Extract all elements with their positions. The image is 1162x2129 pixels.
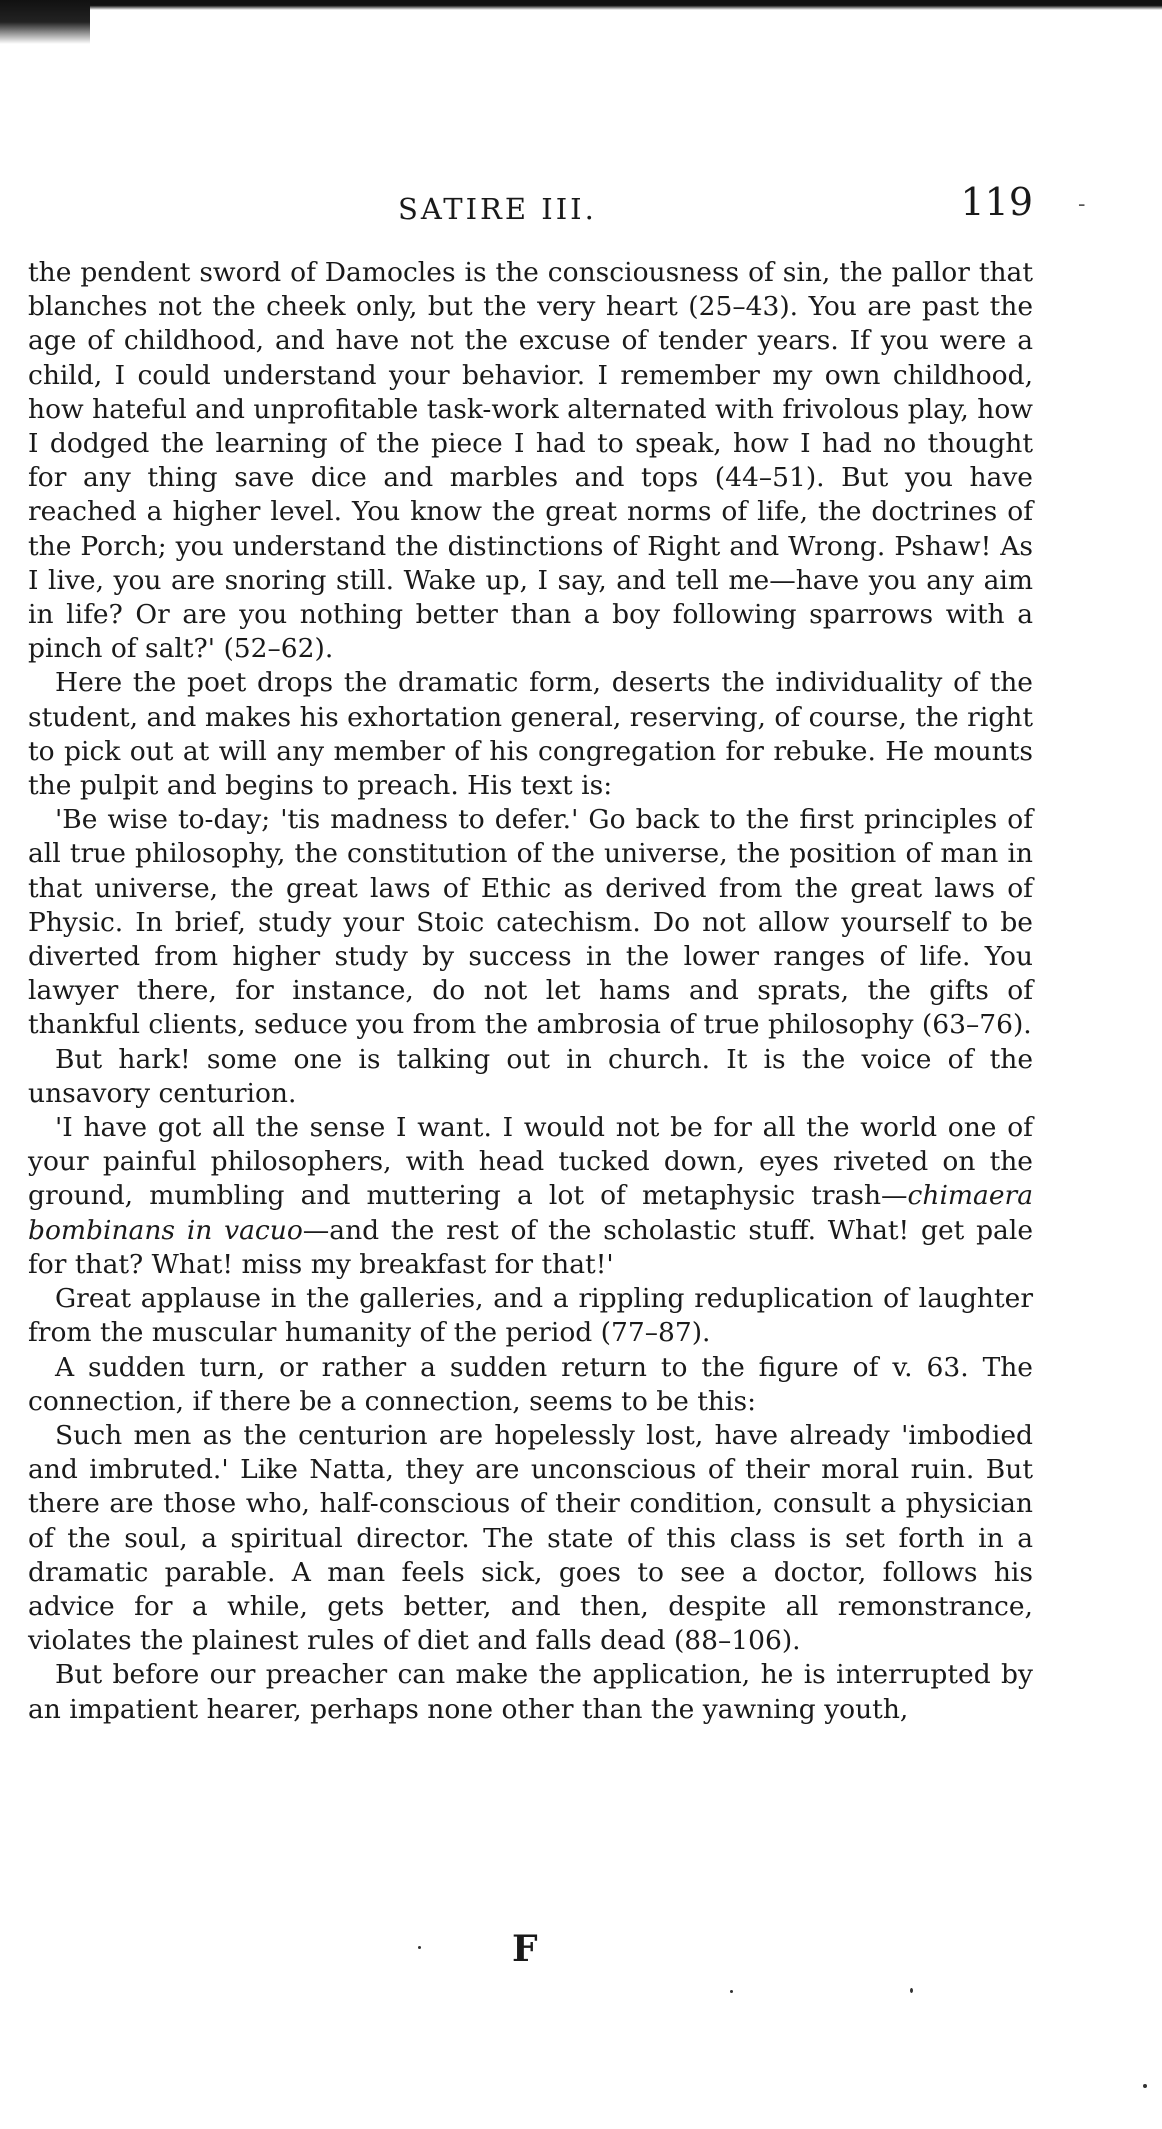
paragraph-6: Great applause in the galleries, and a rippling reduplication of laughter from the muscular humanity of the period (77–87). bbox=[28, 1283, 1033, 1349]
paragraph-2: Here the poet drops the dramatic form, deserts the individuality of the student, and makes his exhortation general, reserving, of course, the right to pick out at will any member of his congregation for rebuke. He mounts the pulpit and begins to preach. His text is: bbox=[28, 667, 1033, 802]
page-top-edge bbox=[0, 0, 1162, 10]
body-text bbox=[28, 256, 1033, 1727]
page-number: 119 bbox=[960, 180, 1033, 224]
ink-speck bbox=[1143, 2084, 1147, 2088]
ink-speck bbox=[418, 1946, 421, 1949]
paragraph-7: A sudden turn, or rather a sudden return to the figure of v. 63. The connection, if there be a connection, seems to be this: bbox=[28, 1351, 1033, 1417]
ink-speck bbox=[910, 1988, 913, 1993]
paragraph-1: the pendent sword of Damocles is the consciousness of sin, the pallor that blanches not the cheek only, but the very heart (25–43). You are past the age of childhood, and have not the excuse of tender years. If you were a child, I could understand your behavior. I remember my own childhood, how hateful and unprofitable task-work alternated with frivolous play, how I dodged the learning of the piece I had to speak, how I had no thought for any thing save dice and marbles and tops (44–51). But you have reached a higher level. You know the great norms of life, the doctrines of the Porch; you understand the distinctions of Right and Wrong. Pshaw! As I live, you are snoring still. Wake up, I say, and tell me—have you any aim in life? Or are you nothing better than a boy following sparrows with a pinch of salt?' (52–62). bbox=[28, 257, 1033, 665]
paragraph-4: But hark! some one is talking out in church. It is the voice of the unsavory centurion. bbox=[28, 1043, 1033, 1109]
latin-phrase: chimaera bombinans in vacuo bbox=[28, 1180, 1033, 1246]
paragraph-5 bbox=[28, 1111, 1033, 1282]
paragraph-9: But before our preacher can make the application, he is interrupted by an impatient hearer, perhaps none other than the yawning youth, bbox=[28, 1659, 1033, 1725]
running-head: SATIRE III. bbox=[398, 192, 597, 226]
signature-mark: F bbox=[512, 1928, 538, 1970]
paragraph-3: 'Be wise to-day; 'tis madness to defer.' Go back to the first principles of all true philosophy, the constitution of the universe, the position of man in that universe, the great laws of Ethic as derived from the great laws of Physic. In brief, study your Stoic catechism. Do not allow yourself to be diverted from higher study by success in the lower ranges of life. You lawyer there, for instance, do not let hams and sprats, the gifts of thankful clients, seduce you from the ambrosia of true philosophy (63–76). bbox=[28, 804, 1033, 1041]
page-header bbox=[28, 180, 1033, 230]
scan-shadow bbox=[0, 0, 90, 44]
margin-mark: - bbox=[1078, 192, 1086, 217]
ink-speck bbox=[730, 1990, 733, 1993]
paragraph-5-text-a: 'I have got all the sense I want. I would not be for all the world one of your painful philosophers, with head tucked down, eyes riveted on the ground, mumbling and muttering a lot of metaphysic trash— bbox=[28, 1112, 1033, 1212]
paragraph-8: Such men as the centurion are hopelessly lost, have already 'imbodied and imbruted.' Like Natta, they are unconscious of their moral ruin. But there are those who, half-conscious of their condition, consult a physician of the soul, a spiritual director. The state of this class is set forth in a dramatic parable. A man feels sick, goes to see a doctor, follows his advice for a while, gets better, and then, despite all remonstrance, violates the plainest rules of diet and falls dead (88–106). bbox=[28, 1419, 1033, 1657]
paragraph-5-text-b: —and the rest of the scholastic stuff. What! get pale for that? What! miss my breakfast for that!' bbox=[28, 1214, 1034, 1280]
